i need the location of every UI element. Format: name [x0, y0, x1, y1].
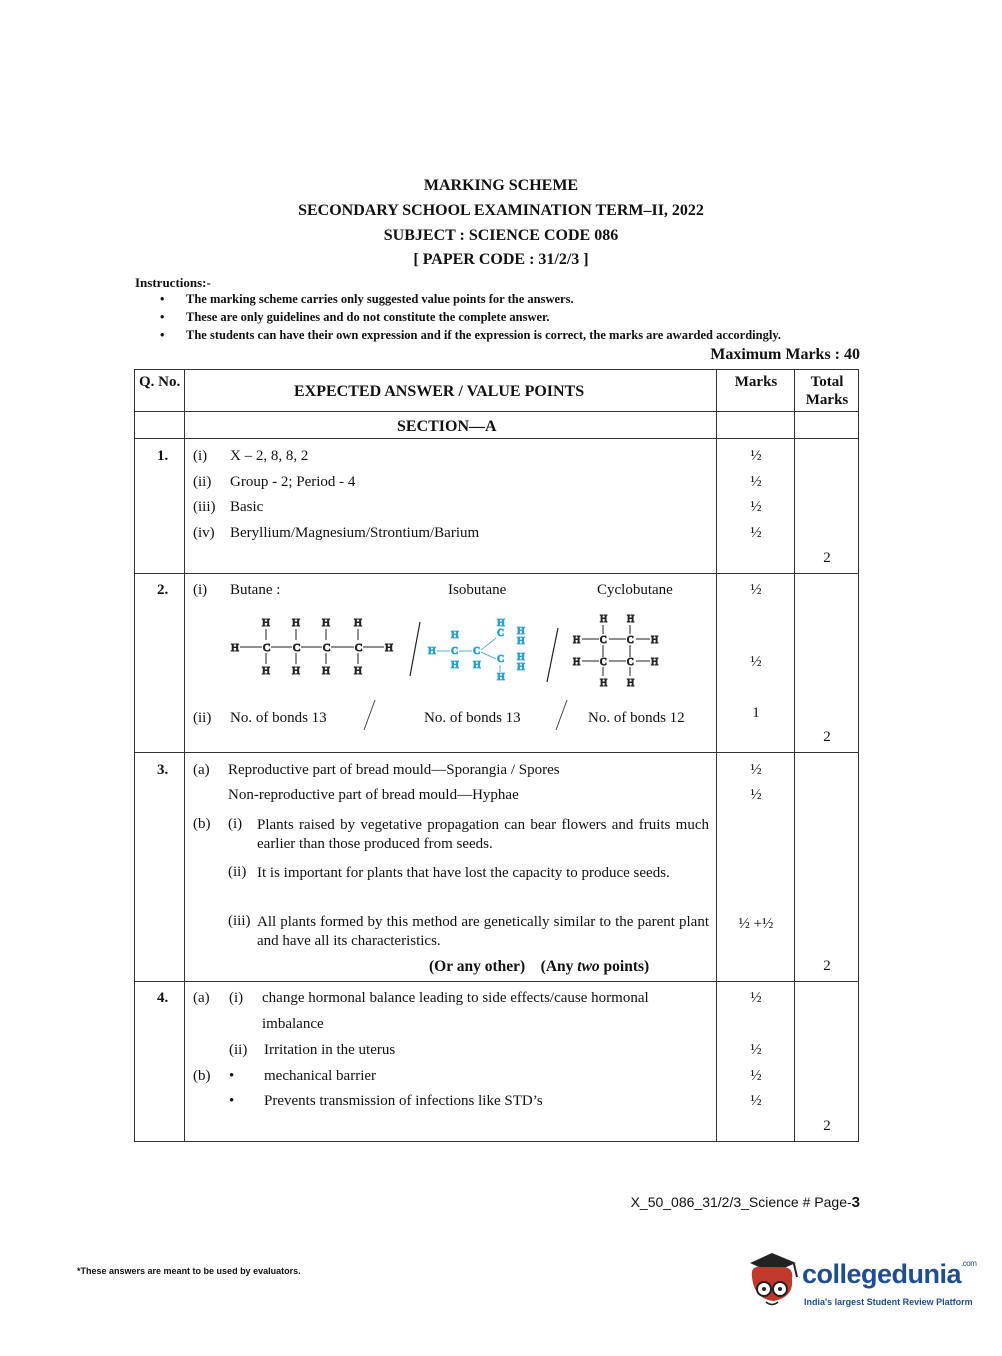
title-paper-code: [ PAPER CODE : 31/2/3 ] — [413, 251, 589, 268]
svg-text:C: C — [263, 642, 271, 654]
q1-label: (ii) — [193, 474, 212, 490]
svg-text:C: C — [497, 654, 505, 665]
question-number: 2. — [157, 582, 169, 598]
svg-text:H: H — [573, 657, 581, 668]
q3-b-ii: It is important for plants that have lost the capacity to produce seeds. — [257, 865, 670, 881]
instruction-item: • The marking scheme carries only suggested value points for the answers. — [160, 292, 574, 306]
svg-text:H: H — [573, 635, 581, 646]
separator — [362, 698, 378, 732]
q2-label-ii: (ii) — [193, 710, 212, 726]
svg-text:H: H — [600, 614, 608, 625]
q1-label: (i) — [193, 448, 208, 464]
butane-structure — [231, 617, 393, 677]
q1-answer: X – 2, 8, 8, 2 — [230, 448, 309, 464]
q4-a-i-label: (i) — [229, 990, 244, 1006]
instruction-item: • These are only guidelines and do not constitute the complete answer. — [160, 310, 550, 324]
svg-text:C: C — [323, 642, 331, 654]
q2-total: 2 — [823, 729, 831, 745]
q3-total: 2 — [823, 958, 831, 974]
brand-tagline: India's largest Student Review Platform — [804, 1297, 973, 1307]
svg-text:H: H — [354, 617, 362, 629]
structural-formulae — [225, 610, 705, 690]
separator — [410, 622, 420, 676]
q1-mark: ½ — [750, 525, 762, 541]
svg-text:H: H — [292, 617, 300, 629]
cyclobutane-structure — [573, 614, 658, 689]
butane-bonds: No. of bonds 13 — [230, 710, 327, 726]
q3-label-b: (b) — [193, 816, 211, 832]
svg-text:H: H — [262, 665, 270, 677]
q1-answer: Basic — [230, 499, 264, 515]
brand-logo: collegedunia$^{.com}$ — [802, 1259, 977, 1289]
svg-text:H: H — [627, 614, 635, 625]
q2-mark: ½ — [750, 654, 762, 670]
svg-text:C: C — [355, 642, 363, 654]
q1-answer: Group - 2; Period - 4 — [230, 474, 356, 490]
evaluator-note: *These answers are meant to be used by evaluators. — [77, 1266, 301, 1276]
q3-b-iii: All plants formed by this method are genetically similar to the parent plant and have all its characteristics. — [257, 914, 709, 949]
q4-mark: ½ — [750, 1042, 762, 1058]
svg-text:C: C — [600, 657, 607, 668]
q1-mark: ½ — [750, 499, 762, 515]
q1-mark: ½ — [750, 474, 762, 490]
svg-text:H: H — [497, 672, 505, 683]
svg-text:H: H — [517, 652, 525, 663]
svg-text:H: H — [517, 636, 525, 647]
svg-text:H: H — [451, 630, 459, 641]
q3-mark: ½ — [750, 762, 762, 778]
q1-answer: Beryllium/Magnesium/Strontium/Barium — [230, 525, 480, 541]
q3-b-iii-label: (iii) — [228, 913, 251, 929]
q4-total: 2 — [823, 1118, 831, 1134]
svg-text:H: H — [322, 665, 330, 677]
q3-a-line: Reproductive part of bread mould—Sporangia / Spores — [228, 762, 560, 778]
svg-text:H: H — [322, 617, 330, 629]
header-answer: EXPECTED ANSWER / VALUE POINTS — [294, 383, 585, 400]
svg-text:H: H — [651, 657, 659, 668]
question-number: 3. — [157, 762, 169, 778]
svg-text:H: H — [262, 617, 270, 629]
isobutane-bonds: No. of bonds 13 — [424, 710, 521, 726]
q4-mark: ½ — [750, 990, 762, 1006]
q4-b-2: Prevents transmission of infections like STD’s — [264, 1093, 543, 1109]
separator — [547, 628, 558, 682]
q2-label-i: (i) — [193, 582, 208, 598]
q4-a-ii: Irritation in the uterus — [264, 1042, 396, 1058]
mascot-icon — [742, 1249, 802, 1315]
svg-text:C: C — [293, 642, 301, 654]
q4-label-a: (a) — [193, 990, 210, 1006]
q3-a-line: Non-reproductive part of bread mould—Hyphae — [228, 787, 519, 803]
svg-text:C: C — [473, 646, 481, 657]
header-marks: Marks — [734, 374, 778, 390]
instructions-title: Instructions:- — [135, 275, 211, 290]
svg-text:H: H — [385, 642, 393, 654]
svg-text:H: H — [428, 646, 436, 657]
svg-text:C: C — [600, 635, 607, 646]
q3-note: (Or any other) (Any two points) — [429, 958, 650, 975]
butane-name: Butane : — [230, 582, 281, 598]
svg-text:C: C — [627, 657, 634, 668]
svg-text:H: H — [292, 665, 300, 677]
svg-text:H: H — [600, 678, 608, 689]
svg-text:H: H — [451, 660, 459, 671]
svg-text:H: H — [473, 660, 481, 671]
q1-mark: ½ — [750, 448, 762, 464]
bullet: • — [229, 1068, 235, 1084]
svg-text:H: H — [354, 665, 362, 677]
section-title: SECTION—A — [397, 418, 497, 435]
svg-text:H: H — [517, 662, 525, 673]
question-number: 4. — [157, 990, 169, 1006]
title-subject: SUBJECT : SCIENCE CODE 086 — [383, 227, 619, 244]
svg-text:H: H — [497, 618, 505, 629]
q2-mark: 1 — [752, 705, 760, 721]
q3-mark: ½ — [750, 787, 762, 803]
q4-mark: ½ — [750, 1093, 762, 1109]
isobutane-name: Isobutane — [448, 582, 507, 598]
q3-b-i-label: (i) — [228, 816, 243, 832]
question-number: 1. — [157, 448, 169, 464]
instruction-item: • The students can have their own expression and if the expression is correct, the marks are awarded accordingly. — [160, 328, 782, 342]
header-qno: Q. No. — [139, 374, 181, 390]
q4-mark: ½ — [750, 1068, 762, 1084]
separator — [554, 698, 570, 732]
q3-b-i: Plants raised by vegetative propagation can bear flowers and fruits much earlier than those produced from seeds. — [257, 817, 709, 852]
q1-label: (iv) — [193, 525, 215, 541]
q4-a-i: change hormonal balance leading to side effects/cause hormonal — [262, 990, 649, 1006]
header-total-marks: Marks — [805, 392, 849, 408]
maximum-marks: Maximum Marks : 40 — [710, 346, 860, 363]
bullet: • — [229, 1093, 235, 1109]
cyclobutane-name: Cyclobutane — [597, 582, 673, 598]
q1-label: (iii) — [193, 499, 216, 515]
title-marking-scheme: MARKING SCHEME — [423, 177, 579, 194]
svg-text:H: H — [231, 642, 239, 654]
q3-mark: ½ +½ — [738, 916, 774, 932]
q4-label-b: (b) — [193, 1068, 211, 1084]
svg-text:H: H — [651, 635, 659, 646]
q2-mark: ½ — [750, 582, 762, 598]
isobutane-structure — [428, 618, 525, 683]
svg-text:C: C — [497, 628, 505, 639]
cyclobutane-bonds: No. of bonds 12 — [588, 710, 685, 726]
page-code: X_50_086_31/2/3_Science # Page-3 — [630, 1194, 860, 1211]
q4-a-ii-label: (ii) — [229, 1042, 248, 1058]
q1-total: 2 — [823, 550, 831, 566]
q4-a-i-cont: imbalance — [262, 1016, 324, 1032]
q4-b-1: mechanical barrier — [264, 1068, 377, 1084]
title-exam: SECONDARY SCHOOL EXAMINATION TERM–II, 2022 — [298, 202, 704, 219]
q3-label-a: (a) — [193, 762, 210, 778]
q3-b-ii-label: (ii) — [228, 864, 247, 880]
svg-text:H: H — [517, 626, 525, 637]
svg-text:C: C — [451, 646, 459, 657]
header-total: Total — [810, 374, 844, 390]
svg-text:H: H — [627, 678, 635, 689]
svg-text:C: C — [627, 635, 634, 646]
